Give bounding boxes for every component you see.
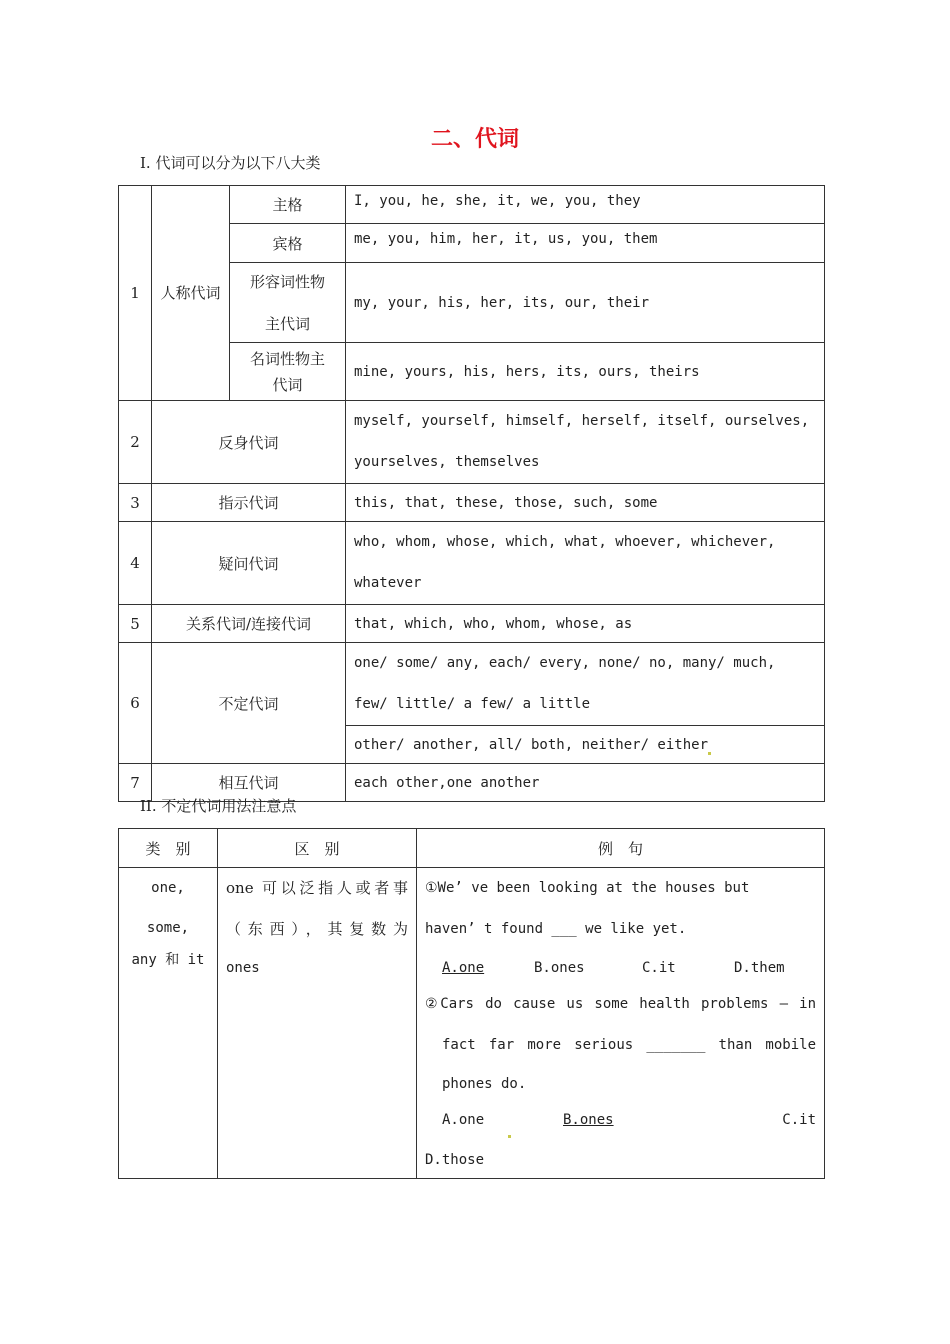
type-line: some, (146, 920, 190, 936)
row-number: 5 (119, 605, 152, 643)
difference-line: （东西），其复数为 (226, 920, 408, 938)
type-cell (119, 868, 218, 1179)
option-c: C.it (782, 1112, 816, 1128)
pronoun-list (346, 643, 825, 726)
subcategory-cell: 宾格 (230, 224, 346, 263)
marker-dot-icon (708, 752, 711, 755)
example-line: fact far more serious _______ than mobile (442, 1037, 816, 1053)
page-title: 二、代词 (430, 127, 519, 152)
pronoun-list: mine, yours, his, hers, its, ours, theirs (346, 343, 825, 401)
section-heading-1: I. 代词可以分为以下八大类 (140, 154, 321, 172)
section-heading-2: II. 不定代词用法注意点 (140, 797, 297, 815)
pronoun-list: my, your, his, her, its, our, their (346, 263, 825, 343)
table-row (119, 868, 825, 1179)
table-row (119, 186, 825, 224)
pronoun-types-table (118, 185, 825, 802)
row-number: 3 (119, 484, 152, 522)
difference-line: one 可以泛指人或者事 (226, 879, 408, 897)
example-line: phones do. (442, 1076, 527, 1092)
option-d: D.them (734, 960, 785, 976)
table-row (119, 605, 825, 643)
example-options (425, 950, 816, 986)
pronoun-list: each other,one another (346, 764, 825, 802)
marker-dot-icon (508, 1135, 511, 1138)
option-a: A.one (442, 960, 485, 976)
subcategory-cell (230, 343, 346, 401)
pronoun-list (346, 401, 825, 484)
pronoun-line: few/ little/ a few/ a little (354, 696, 591, 712)
pronoun-list: this, that, these, those, such, some (346, 484, 825, 522)
option-c: C.it (642, 960, 676, 976)
category-cell: 人称代词 (152, 186, 230, 401)
subcategory-label-line: 名词性物主 (249, 349, 325, 368)
pronoun-line: myself, yourself, himself, herself, itself, ourselves, (354, 413, 810, 429)
pronoun-line: yourselves, themselves (354, 454, 540, 470)
row-number: 4 (119, 522, 152, 605)
pronoun-list: that, which, who, whom, whose, as (346, 605, 825, 643)
type-line: any 和 it (131, 952, 205, 968)
row-number: 6 (119, 643, 152, 764)
difference-line: ones (226, 960, 260, 976)
subcategory-label-line: 形容词性物 (249, 272, 325, 291)
pronoun-list: I, you, he, she, it, we, you, they (346, 186, 825, 224)
category-cell: 指示代词 (152, 484, 346, 522)
category-cell: 相互代词 (152, 764, 346, 802)
type-line: one, (151, 880, 185, 896)
pronoun-list (346, 522, 825, 605)
subcategory-cell (230, 263, 346, 343)
category-cell: 疑问代词 (152, 522, 346, 605)
option-b: B.ones (563, 1112, 614, 1128)
category-cell: 反身代词 (152, 401, 346, 484)
table-row (119, 522, 825, 605)
pronoun-list (346, 726, 825, 764)
option-a: A.one (442, 1112, 485, 1128)
row-number: 1 (119, 186, 152, 401)
row-number: 7 (119, 764, 152, 802)
example-cell (417, 868, 825, 1179)
pronoun-line: who, whom, whose, which, what, whoever, whichever, (354, 534, 776, 550)
example-line: haven’ t found ___ we like yet. (425, 921, 687, 937)
option-b: B.ones (534, 960, 585, 976)
table-row (119, 401, 825, 484)
category-cell: 不定代词 (152, 643, 346, 764)
subcategory-label-line: 代词 (272, 375, 303, 394)
table-row (119, 484, 825, 522)
header-example: 例 句 (417, 829, 825, 868)
table-row (119, 643, 825, 726)
example-line: ②Cars do cause us some health problems — in (425, 996, 816, 1012)
pronoun-line: other/ another, all/ both, neither/ either (354, 736, 709, 753)
category-cell: 关系代词/连接代词 (152, 605, 346, 643)
example-line: ①We’ ve been looking at the houses but (425, 880, 750, 896)
subcategory-cell: 主格 (230, 186, 346, 224)
pronoun-line: one/ some/ any, each/ every, none/ no, many/ much, (354, 655, 776, 671)
subcategory-label-line: 主代词 (264, 314, 310, 333)
difference-cell (218, 868, 417, 1179)
example-options (425, 1102, 816, 1138)
indefinite-pronoun-table (118, 828, 825, 1179)
option-d: D.those (425, 1152, 485, 1168)
header-difference: 区 别 (218, 829, 417, 868)
pronoun-line: whatever (354, 575, 422, 591)
pronoun-list: me, you, him, her, it, us, you, them (346, 224, 825, 263)
table-row (119, 829, 825, 868)
row-number: 2 (119, 401, 152, 484)
header-type: 类 别 (119, 829, 218, 868)
